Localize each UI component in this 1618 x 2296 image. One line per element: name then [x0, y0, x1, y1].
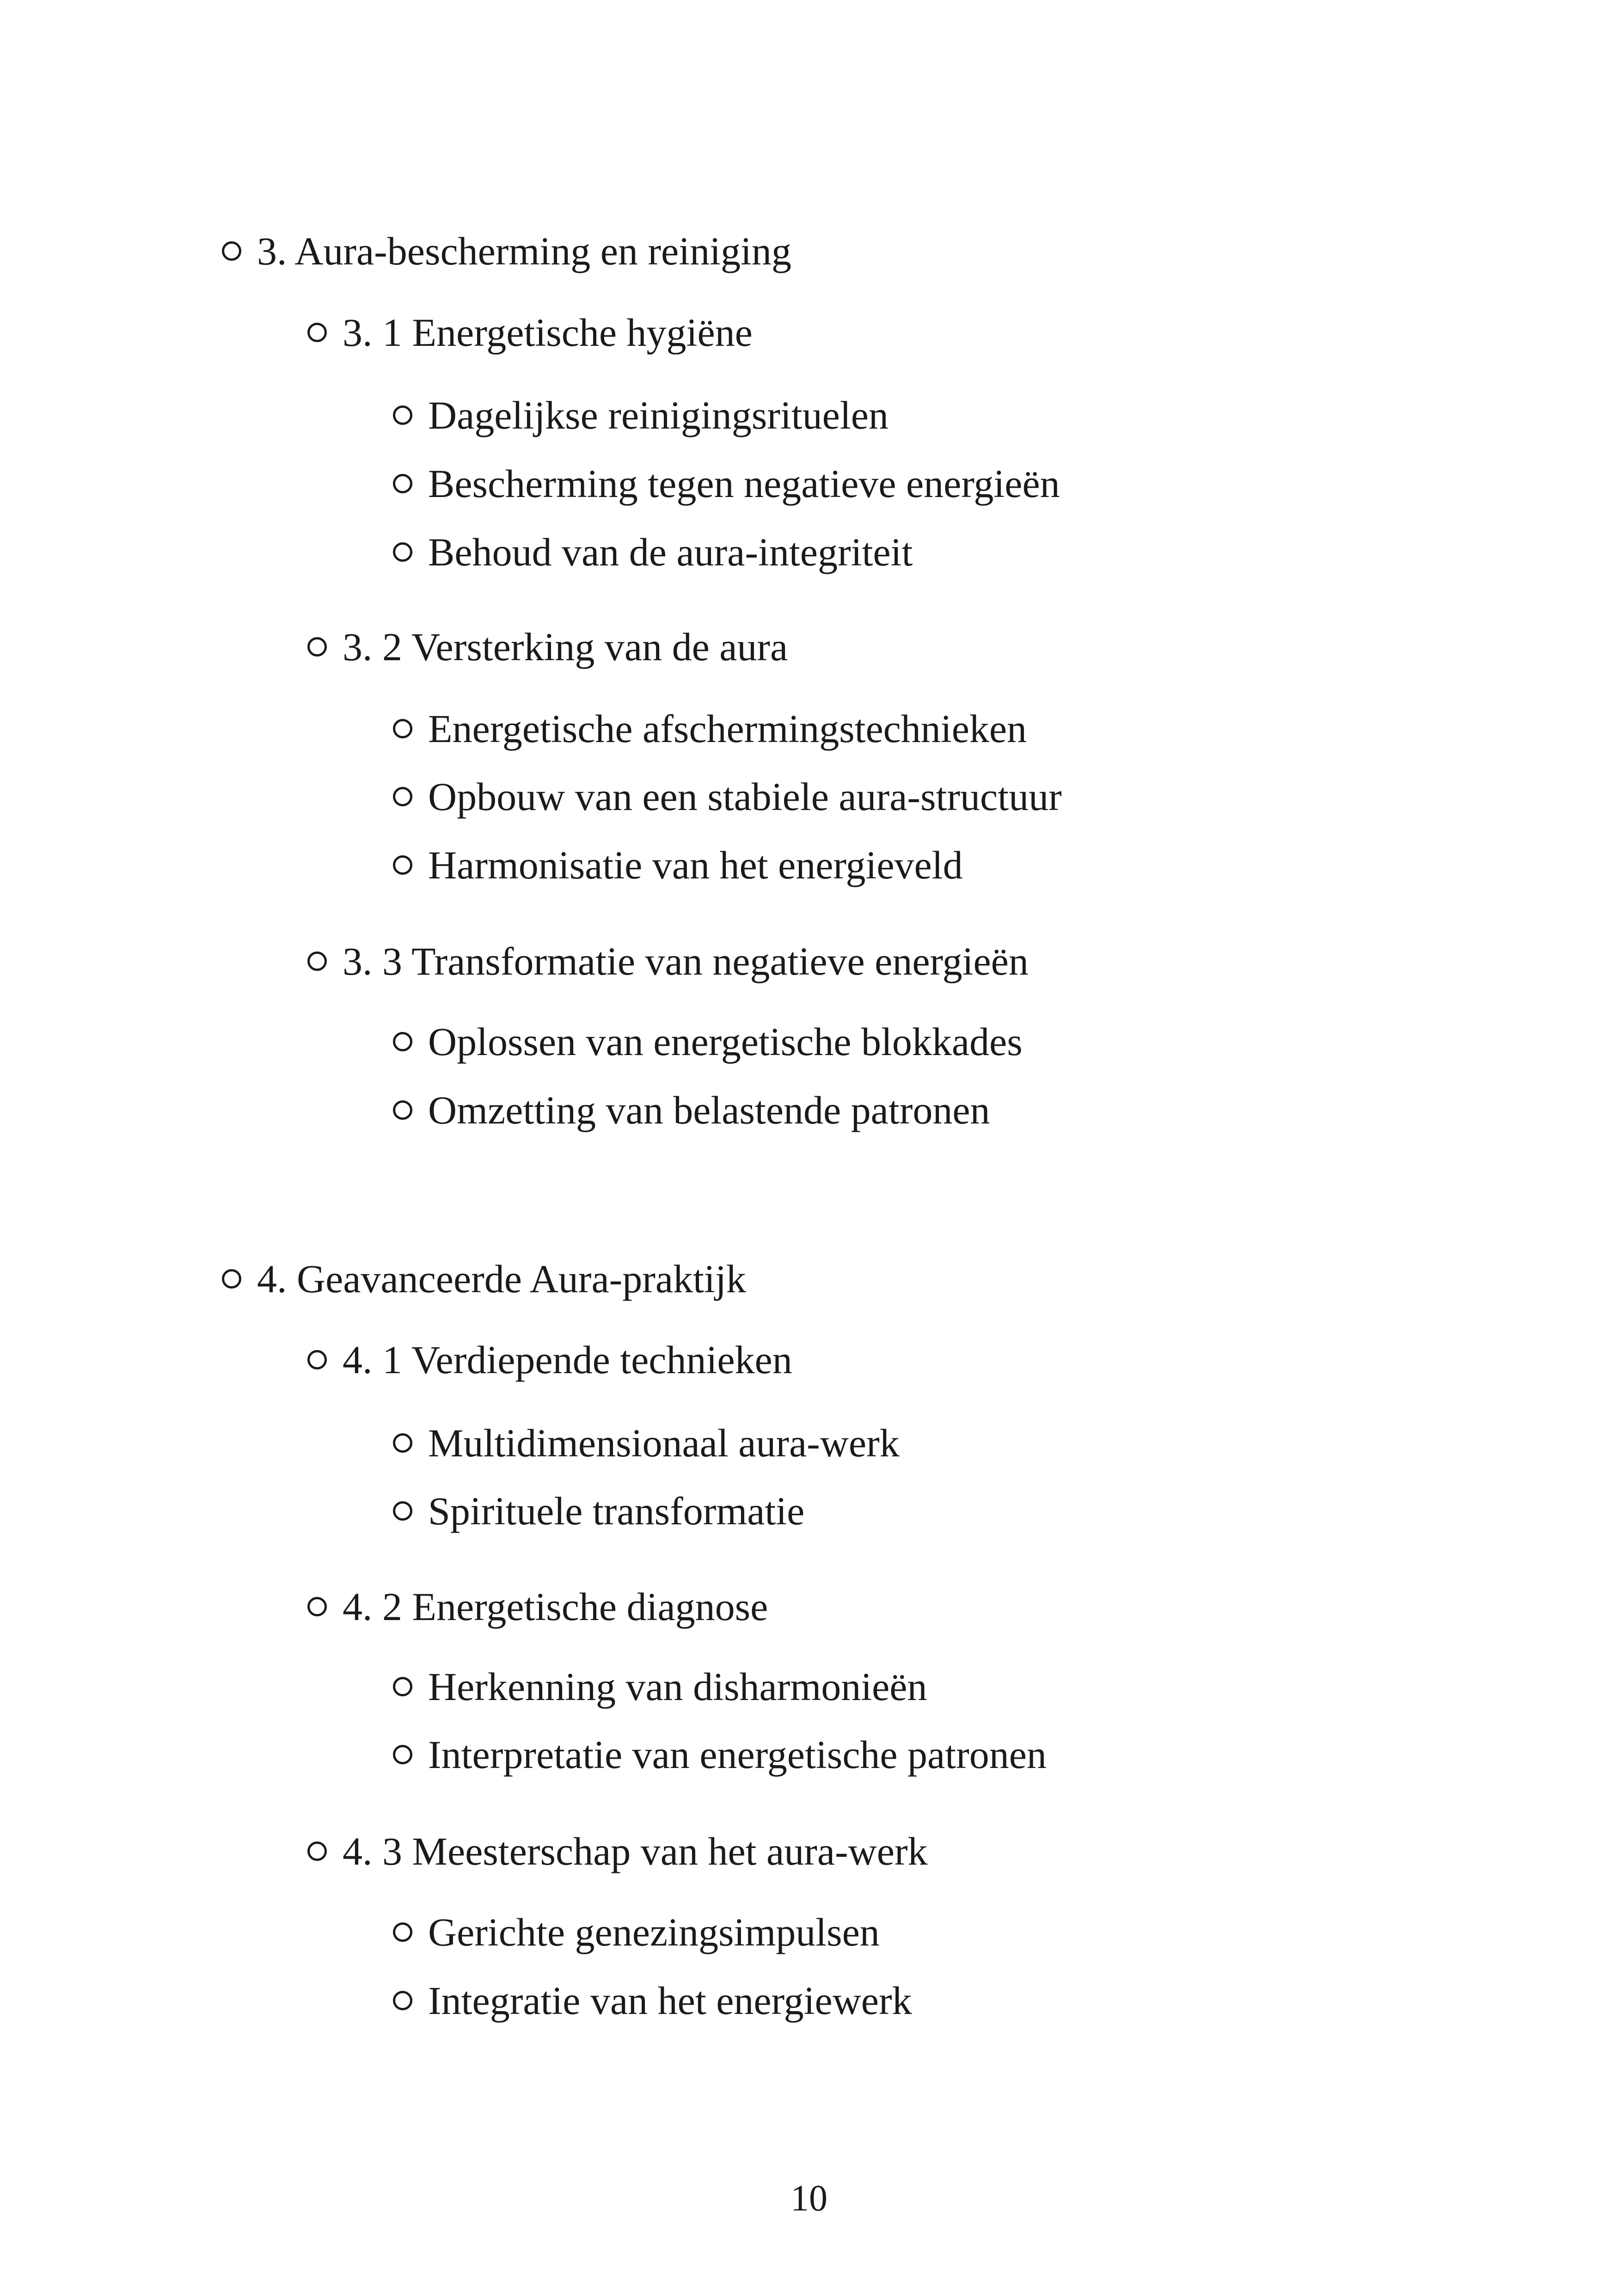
list-item-text: Dagelijkse reinigingsrituelen — [428, 393, 889, 437]
subsection-4-3-title: 4. 3 Meesterschap van het aura-werk — [343, 1829, 928, 1873]
list-item — [393, 395, 889, 435]
circle-bullet-icon — [307, 1597, 327, 1616]
list-item — [393, 1491, 804, 1531]
section-4-title: 4. Geavanceerde Aura-praktijk — [257, 1257, 746, 1301]
page-number: 10 — [791, 2178, 827, 2219]
circle-bullet-icon — [393, 855, 412, 875]
list-item-text: Integratie van het energiewerk — [428, 1978, 912, 2023]
circle-bullet-icon — [307, 637, 327, 657]
subsection-4-3-heading — [307, 1831, 928, 1871]
circle-bullet-icon — [393, 1433, 412, 1453]
list-item — [393, 461, 1060, 506]
section-3-title: 3. Aura-bescherming en reiniging — [257, 229, 791, 273]
circle-bullet-icon — [393, 1991, 412, 2010]
circle-bullet-icon — [393, 474, 412, 493]
circle-bullet-icon — [393, 1677, 412, 1696]
circle-bullet-icon — [393, 542, 412, 562]
circle-bullet-icon — [393, 1032, 412, 1051]
circle-bullet-icon — [222, 241, 241, 261]
circle-bullet-icon — [307, 1842, 327, 1861]
subsection-3-1-title: 3. 1 Energetische hygiëne — [343, 310, 753, 355]
list-item-text: Bescherming tegen negatieve energieën — [428, 461, 1060, 506]
list-item-text: Gerichte genezingsimpulsen — [428, 1910, 880, 1954]
list-item-text: Energetische afschermingstechnieken — [428, 706, 1027, 751]
subsection-3-2-heading — [307, 627, 788, 667]
list-item-text: Harmonisatie van het energieveld — [428, 843, 963, 887]
subsection-3-3-title: 3. 3 Transformatie van negatieve energieën — [343, 939, 1029, 983]
circle-bullet-icon — [393, 787, 412, 806]
list-item — [393, 1664, 927, 1709]
list-item — [393, 1423, 900, 1463]
subsection-3-1-heading — [307, 310, 753, 355]
list-item — [393, 845, 963, 885]
circle-bullet-icon — [393, 1922, 412, 1942]
list-item — [393, 1978, 912, 2023]
subsection-4-1-heading — [307, 1340, 792, 1380]
circle-bullet-icon — [307, 1350, 327, 1369]
circle-bullet-icon — [393, 1100, 412, 1120]
subsection-3-2-title: 3. 2 Versterking van de aura — [343, 625, 788, 669]
list-item — [393, 1912, 880, 1952]
list-item-text: Oplossen van energetische blokkades — [428, 1019, 1023, 1064]
list-item-text: Behoud van de aura-integriteit — [428, 530, 913, 574]
section-4-heading — [222, 1259, 746, 1299]
list-item — [393, 532, 913, 572]
circle-bullet-icon — [222, 1269, 241, 1289]
subsection-3-3-heading — [307, 941, 1029, 981]
circle-bullet-icon — [393, 1745, 412, 1764]
list-item — [393, 774, 1062, 819]
list-item — [393, 706, 1027, 751]
circle-bullet-icon — [393, 405, 412, 425]
subsection-4-2-title: 4. 2 Energetische diagnose — [343, 1584, 768, 1629]
list-item — [393, 1090, 990, 1130]
section-3-heading — [222, 231, 791, 271]
list-item-text: Omzetting van belastende patronen — [428, 1088, 990, 1132]
list-item-text: Spirituele transformatie — [428, 1489, 805, 1533]
list-item-text: Interpretatie van energetische patronen — [428, 1732, 1047, 1777]
list-item — [393, 1019, 1023, 1064]
list-item-text: Opbouw van een stabiele aura-structuur — [428, 774, 1062, 819]
list-item-text: Herkenning van disharmonieën — [428, 1664, 927, 1709]
circle-bullet-icon — [307, 323, 327, 342]
subsection-4-2-heading — [307, 1584, 768, 1629]
list-item-text: Multidimensionaal aura-werk — [428, 1421, 900, 1465]
circle-bullet-icon — [393, 719, 412, 738]
circle-bullet-icon — [393, 1501, 412, 1521]
circle-bullet-icon — [307, 952, 327, 971]
subsection-4-1-title: 4. 1 Verdiepende technieken — [343, 1338, 792, 1382]
list-item — [393, 1732, 1047, 1777]
